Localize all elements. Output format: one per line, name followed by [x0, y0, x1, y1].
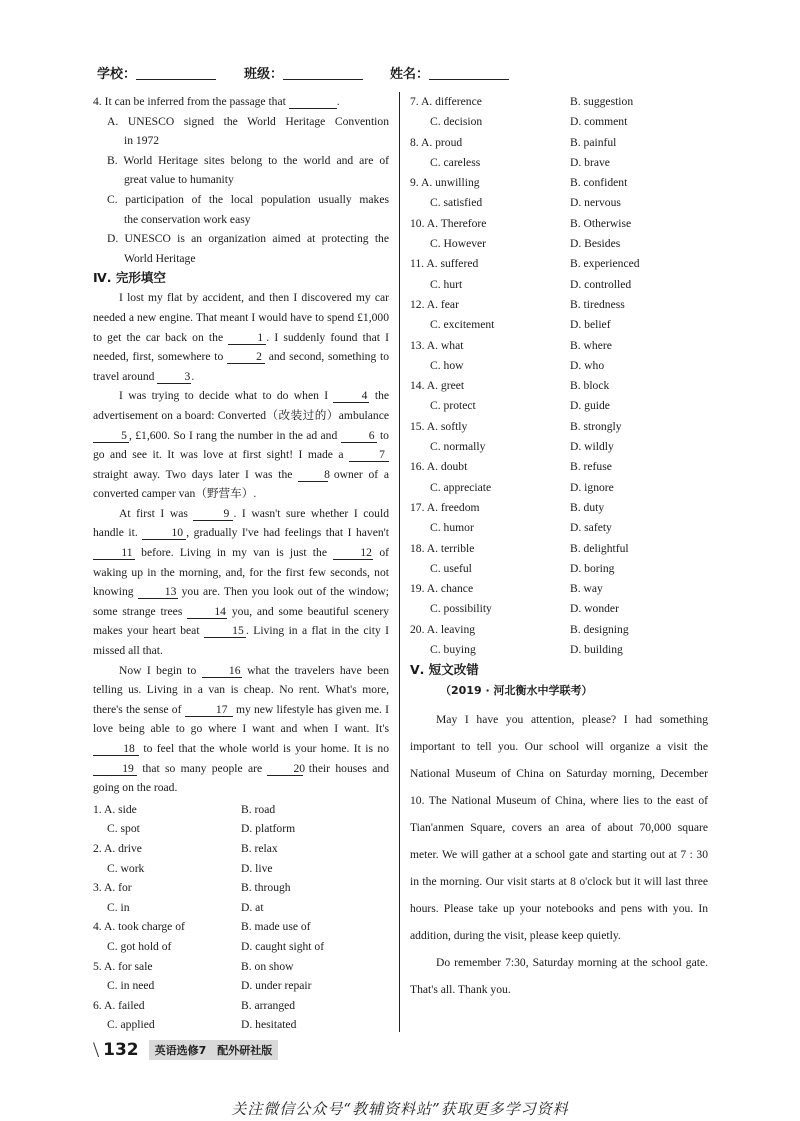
choice-option-a: 15. A. softly — [410, 419, 468, 433]
choice-row — [410, 133, 708, 153]
choice-row — [410, 193, 708, 213]
choice-row — [410, 356, 708, 376]
choice-option-a: 2. A. drive — [93, 841, 142, 855]
choice-option-c: C. in — [107, 900, 130, 914]
section-5-source: （2019 · 河北衡水中学联考） — [440, 684, 593, 698]
choice-option-b: B. experienced — [570, 257, 640, 271]
choice-option-c: C. protect — [430, 399, 476, 413]
choice-row — [93, 957, 389, 977]
choice-row — [410, 396, 708, 416]
cloze-blank: 16 — [202, 664, 242, 678]
choice-row — [410, 92, 708, 112]
cloze-blank: 7 — [349, 448, 389, 462]
choice-row — [410, 173, 708, 193]
choice-option-b: B. refuse — [570, 460, 612, 474]
choice-option-b: B. tiredness — [570, 297, 625, 311]
answer-blank — [289, 95, 337, 109]
choice-option-c: C. appreciate — [430, 480, 492, 494]
choice-option-a: 3. A. for — [93, 881, 132, 895]
school-field — [97, 63, 216, 82]
choice-row — [93, 976, 389, 996]
cloze-blank: 11 — [93, 546, 135, 560]
choice-row — [410, 275, 708, 295]
choice-option-d: D. brave — [570, 155, 610, 169]
choice-row — [93, 1015, 389, 1035]
choice-option-b: B. where — [570, 338, 612, 352]
choice-row — [410, 599, 708, 619]
choice-option-b: B. designing — [570, 622, 629, 636]
cloze-blank: 3 — [157, 370, 191, 384]
choice-row — [410, 417, 708, 437]
choice-option-d: D. controlled — [570, 277, 632, 291]
choice-option-a: 11. A. suffered — [410, 257, 479, 271]
cloze-blank: 18 — [93, 742, 139, 756]
choice-option-a: 18. A. terrible — [410, 541, 475, 555]
choice-option-c: C. useful — [430, 561, 472, 575]
choice-option-b: B. relax — [241, 841, 278, 855]
choice-option-d: D. under repair — [241, 979, 312, 993]
choice-option-d: D. wildly — [570, 440, 614, 454]
choice-option-b: B. made use of — [241, 920, 311, 934]
choice-option-d: D. at — [241, 900, 264, 914]
cloze-blank: 2 — [227, 350, 265, 364]
choice-option-d: D. building — [570, 643, 623, 657]
error-correction-paragraph-2: Do remember 7:30, Saturday morning at the school gate. That's all. Thank you. — [410, 956, 708, 997]
choice-option-d: D. belief — [570, 318, 611, 332]
cloze-blank: 14 — [187, 605, 227, 619]
choice-option-b: B. confident — [570, 176, 628, 190]
cloze-blank: 20 — [267, 762, 303, 776]
choice-option-b: B. block — [570, 379, 610, 393]
choice-row — [410, 112, 708, 132]
choice-option-d: D. nervous — [570, 196, 621, 210]
choices-right — [410, 92, 708, 660]
choice-option-c: C. satisfied — [430, 196, 483, 210]
choice-option-d: D. guide — [570, 399, 610, 413]
section-5-title: Ⅴ. 短文改错 — [410, 662, 479, 678]
name-field — [390, 63, 509, 82]
choice-option-a: 9. A. unwilling — [410, 176, 480, 190]
choice-option-a: 19. A. chance — [410, 582, 474, 596]
name-blank — [429, 67, 509, 80]
choice-row — [410, 336, 708, 356]
choice-option-b: B. through — [241, 881, 291, 895]
cloze-paragraph-4: Now I begin to 16 what the travelers have been telling us. Living in a van is cheap. No rent. What's more, there's the sense of 17 my new lifestyle has given me. I love being able to go where I want and when I want. It's 18 to feel that the whole world is your home. It is no 19 that so many people are 20 their houses and going on the road. — [93, 663, 390, 795]
choice-row — [410, 295, 708, 315]
cloze-paragraph-1: I lost my flat by accident, and then I discovered my car needed a new engine. That meant I would have to spend £1,000 to get the car back on the 1 . I suddenly found that I needed, first, somewhere to 2 and second, something to travel around 3. — [93, 291, 389, 383]
choice-row — [93, 839, 389, 859]
choice-option-c: C. hurt — [430, 277, 463, 291]
choice-row — [93, 800, 389, 820]
choice-option-c: C. excitement — [430, 318, 495, 332]
choice-option-d: D. ignore — [570, 480, 614, 494]
choice-option-c: C. normally — [430, 440, 486, 454]
choice-option-a: 8. A. proud — [410, 135, 463, 149]
choice-option-a: 17. A. freedom — [410, 500, 480, 514]
choice-option-b: B. strongly — [570, 419, 622, 433]
q4-option-a: A. UNESCO signed the World Heritage Convention — [107, 114, 389, 128]
choice-row — [410, 620, 708, 640]
cloze-blank: 6 — [341, 429, 377, 443]
cloze-paragraph-3: At first I was 9 . I wasn't sure whether I could handle it. 10 , gradually I've had feelings that I haven't 11 before. Living in my van is just the 12 of waking up in the morning, and, for the first few seconds, not knowing 13 you are. Then you look out of the window; some strange trees 14 you, and some beautiful scenery makes your heart beat 15 . Living in a flat in the city I missed all that. — [93, 506, 390, 658]
choice-option-d: D. wonder — [570, 602, 619, 616]
choice-row — [93, 819, 389, 839]
choice-row — [410, 539, 708, 559]
choice-option-b: B. delightful — [570, 541, 629, 555]
cloze-blank: 17 — [185, 703, 233, 717]
choice-option-c: C. applied — [107, 1018, 155, 1032]
choice-row — [410, 640, 708, 660]
cloze-blank: 5 — [93, 429, 129, 443]
choice-option-d: D. caught sight of — [241, 939, 325, 953]
choice-row — [93, 859, 389, 879]
choice-option-c: C. careless — [430, 155, 481, 169]
choice-option-a: 1. A. side — [93, 802, 137, 816]
choice-row — [410, 579, 708, 599]
choice-row — [93, 937, 389, 957]
class-field — [244, 63, 363, 82]
choice-option-c: C. how — [430, 358, 464, 372]
cloze-blank: 8 — [298, 468, 328, 482]
q4-stem: 4. It can be inferred from the passage that . — [93, 95, 340, 108]
choice-option-b: B. Otherwise — [570, 216, 632, 230]
q4-option-c-cont: the conservation work easy — [124, 212, 251, 226]
choice-option-a: 4. A. took charge of — [93, 920, 185, 934]
choice-option-c: C. possibility — [430, 602, 492, 616]
choice-row — [410, 234, 708, 254]
choices-left — [93, 800, 389, 1035]
cloze-blank: 9 — [193, 507, 233, 521]
choice-row — [410, 559, 708, 579]
choice-option-a: 14. A. greet — [410, 379, 465, 393]
choice-option-a: 20. A. leaving — [410, 622, 476, 636]
choice-option-a: 13. A. what — [410, 338, 464, 352]
q4-option-b-cont: great value to humanity — [124, 173, 234, 187]
choice-row — [410, 457, 708, 477]
cloze-blank: 15 — [204, 624, 246, 638]
choice-row — [93, 898, 389, 918]
choice-option-c: C. decision — [430, 115, 483, 129]
cloze-blank: 10 — [142, 526, 186, 540]
choice-option-c: C. buying — [430, 643, 476, 657]
choice-row — [410, 478, 708, 498]
choice-row — [410, 254, 708, 274]
choice-option-d: D. comment — [570, 115, 628, 129]
cloze-blank: 12 — [333, 546, 373, 560]
choice-option-b: B. way — [570, 582, 603, 596]
choice-option-c: C. spot — [107, 822, 140, 836]
q4-option-d: D. UNESCO is an organization aimed at protecting the — [107, 232, 389, 246]
choice-row — [410, 214, 708, 234]
q4-option-b: B. World Heritage sites belong to the world and are of — [107, 153, 389, 167]
q4-option-c: C. participation of the local population usually makes — [107, 192, 389, 206]
choice-row — [410, 518, 708, 538]
choice-option-c: C. got hold of — [107, 939, 172, 953]
choice-option-a: 12. A. fear — [410, 297, 459, 311]
choice-option-a: 5. A. for sale — [93, 959, 153, 973]
watermark-text: 关注微信公众号“教辅资料站”获取更多学习资料 — [231, 1100, 569, 1118]
choice-row — [410, 315, 708, 335]
choice-option-b: B. painful — [570, 135, 617, 149]
choice-option-a: 16. A. doubt — [410, 460, 468, 474]
q4-option-d-cont: World Heritage — [124, 251, 196, 265]
cloze-blank: 1 — [228, 331, 266, 345]
error-correction-paragraph-1: May I have you attention, please? I had something important to tell you. Our school will organize a visit the National Museum of China on Saturday morning, December 10. The National Museum of China, where lies to the east of Tian'anmen Square, covers an area of about 70,000 square meter. We will gather at a school gate and starting out at 7 : 30 in the morning. Our visit starts at 8 o'clock but it will last three hours. Please take up your notebooks and pens with you. In addition, during the visit, please keep quietly. — [410, 713, 708, 943]
choice-option-d: D. Besides — [570, 237, 621, 251]
class-blank — [283, 67, 363, 80]
choice-option-d: D. platform — [241, 822, 296, 836]
choice-row — [93, 917, 389, 937]
cloze-blank: 13 — [138, 585, 178, 599]
school-blank — [136, 67, 216, 80]
cloze-blank: 19 — [93, 762, 137, 776]
choice-option-d: D. hesitated — [241, 1018, 297, 1032]
choice-row — [410, 376, 708, 396]
choice-option-a: 6. A. failed — [93, 998, 145, 1012]
choice-option-d: D. safety — [570, 521, 612, 535]
left-column — [93, 92, 389, 1035]
choice-option-b: B. suggestion — [570, 95, 634, 108]
choice-row — [93, 996, 389, 1016]
right-column — [410, 92, 708, 1003]
choice-option-b: B. on show — [241, 959, 294, 973]
choice-option-a: 7. A. difference — [410, 95, 482, 108]
page-slash-icon: \ — [93, 1037, 100, 1062]
book-label: 英语选修7 配外研社版 — [149, 1040, 279, 1060]
page-number: 132 — [103, 1040, 139, 1060]
column-divider — [399, 92, 400, 1032]
choice-option-b: B. road — [241, 802, 276, 816]
choice-option-a: 10. A. Therefore — [410, 216, 487, 230]
cloze-paragraph-2: I was trying to decide what to do when I 4 the advertisement on a board: Converted（改装过的）ambulance 5 , £1,600. So I rang the number in the ad and 6 to go and see it. It was love at first sight! I made a 7 straight away. Two days later I was the 8 owner of a converted camper van（野营车）. — [93, 389, 390, 501]
choice-row — [410, 153, 708, 173]
choice-option-c: C. However — [430, 237, 487, 251]
choice-option-d: D. who — [570, 358, 605, 372]
section-4-title: Ⅳ. 完形填空 — [93, 270, 166, 286]
choice-option-c: C. humor — [430, 521, 474, 535]
choice-option-d: D. live — [241, 861, 273, 875]
choice-row — [93, 878, 389, 898]
q4-option-a-cont: in 1972 — [124, 134, 160, 148]
cloze-blank: 4 — [333, 389, 369, 403]
choice-option-c: C. work — [107, 861, 145, 875]
choice-row — [410, 498, 708, 518]
footer — [93, 1037, 278, 1063]
name-label: 姓名： — [390, 67, 430, 82]
choice-option-b: B. arranged — [241, 998, 296, 1012]
choice-option-b: B. duty — [570, 500, 605, 514]
choice-option-d: D. boring — [570, 561, 615, 575]
choice-row — [410, 437, 708, 457]
choice-option-c: C. in need — [107, 979, 155, 993]
school-label: 学校： — [97, 67, 137, 82]
class-label: 班级： — [244, 67, 284, 82]
